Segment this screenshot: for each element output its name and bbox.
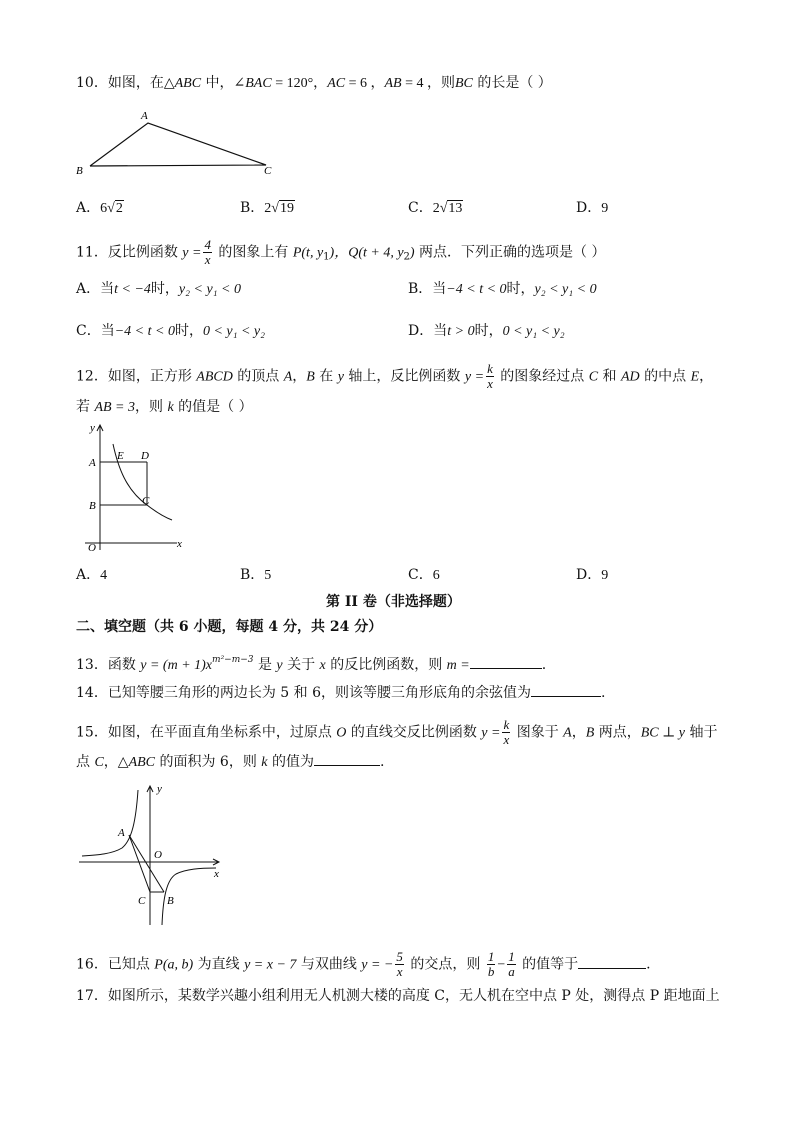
q12-text: 12．如图，正方形	[76, 368, 197, 385]
option-radicand: 2	[115, 201, 123, 216]
option-value: 9	[601, 201, 609, 216]
q10-option-d[interactable]	[576, 199, 608, 218]
q11-option-b[interactable]	[408, 280, 597, 299]
q11-stem	[76, 238, 606, 267]
option-label: C．	[408, 200, 433, 216]
vertex-c-label: C	[264, 165, 272, 177]
q11-function: y =	[182, 245, 202, 261]
q16-text: 为直线	[193, 956, 245, 973]
section-heading: 二、填空题（共 6 小题，每题 4 分，共 24 分）	[76, 619, 383, 635]
q15-triangle: ABC	[128, 755, 156, 770]
option-value: 5	[264, 568, 272, 583]
q15-text: ，△	[103, 754, 129, 770]
q16-fraction-1-over-b	[487, 950, 496, 979]
option-label: A．	[76, 200, 101, 216]
q15-text: 的直线交反比例函数	[346, 724, 482, 741]
q12-condition: AB = 3	[94, 400, 136, 415]
point-b-label: B	[89, 500, 96, 512]
point-d-label: D	[141, 450, 149, 462]
q15-text: 的面积为 6，则	[155, 754, 262, 770]
q10-option-b[interactable]: B．2√19	[240, 200, 294, 216]
q12-segment-ad: AD	[621, 369, 640, 385]
fraction-numerator: 1	[487, 949, 495, 964]
q11-option-d[interactable]	[408, 322, 565, 341]
q10-option-a[interactable]: A．6√2	[76, 200, 123, 216]
q12-stem-line2	[76, 398, 253, 417]
fraction-numerator: k	[503, 717, 510, 732]
option-coef: 6	[100, 201, 108, 216]
point-e-label: E	[117, 450, 124, 462]
q16-answer-blank[interactable]	[578, 968, 646, 969]
q13-y: y	[276, 658, 283, 673]
q15-text: ，	[571, 724, 586, 741]
q16-text: 与双曲线	[296, 956, 362, 973]
q11-point-p-end: )，	[329, 245, 349, 261]
q12-fraction	[486, 362, 494, 391]
q13-answer-blank[interactable]	[470, 668, 542, 669]
q12-text: 的图象经过点	[495, 368, 589, 385]
option-value: 4	[100, 568, 108, 583]
fraction-denominator: x	[487, 376, 493, 391]
q10-option-c[interactable]: C．2√13	[408, 200, 463, 216]
q15-k: k	[261, 755, 268, 770]
q12-point-e: E	[690, 369, 700, 385]
option-label: A．当	[76, 281, 115, 297]
q15-graph-figure	[76, 780, 236, 930]
q12-point-c: C	[588, 369, 599, 385]
q11-text: 的图象上有	[213, 244, 293, 261]
q12-square: ABCD	[196, 369, 233, 385]
q12-option-c[interactable]	[408, 566, 440, 585]
option-coef: 2	[264, 201, 272, 216]
option-result: y₂ < y₁ < 0	[534, 282, 597, 297]
q14-text: 14．已知等腰三角形的两边长为 5 和 6，则该等腰三角形底角的余弦值为	[76, 685, 531, 701]
q15-perpendicular: BC ⊥ y	[640, 725, 686, 741]
q10-ab: AB	[384, 76, 402, 91]
q15-text: 两点，	[594, 724, 641, 741]
option-label: C．当	[76, 323, 115, 339]
q12-point-b: B	[306, 369, 315, 385]
q10-angle: BAC	[245, 76, 272, 91]
option-radicand: 19	[279, 201, 294, 216]
q11-option-a[interactable]	[76, 280, 241, 299]
q14-stem	[76, 684, 605, 702]
q12-y: y	[337, 369, 344, 385]
q16-text: 的交点，则	[405, 956, 485, 973]
fraction-numerator: 5	[396, 949, 403, 964]
fraction-denominator: x	[396, 964, 403, 979]
q14-period: .	[600, 685, 606, 701]
option-label: D．当	[408, 323, 448, 339]
q10-bc: BC	[455, 76, 473, 91]
option-label: D．	[576, 200, 602, 216]
q11-text: 11．反比例函数	[76, 244, 183, 261]
q16-text: 16．已知点	[76, 956, 155, 973]
q10-text: 10．如图，在△	[76, 75, 175, 91]
q11-option-c[interactable]	[76, 322, 265, 341]
q15-function: y =	[481, 725, 501, 741]
fraction-numerator: 4	[204, 237, 211, 252]
option-value: 9	[601, 568, 609, 583]
option-label: B．	[240, 567, 265, 583]
q12-text: 和	[598, 368, 621, 385]
option-label: B．	[240, 200, 265, 216]
point-a-label: A	[118, 827, 125, 839]
q10-stem	[76, 74, 552, 93]
point-a-label: A	[89, 457, 96, 469]
q10-angle-value: = 120°，	[271, 76, 328, 91]
q16-text: 的值等于	[517, 956, 579, 973]
x-axis-label: x	[214, 868, 219, 880]
q15-period: .	[379, 754, 385, 770]
option-label: B．当	[408, 281, 447, 297]
option-text: 时，	[506, 281, 535, 297]
q15-text: 的值为	[267, 754, 314, 770]
q16-hyperbola: y = −	[361, 957, 394, 973]
q11-point-p: P(t, y	[292, 245, 324, 261]
option-text: 时，	[150, 281, 179, 297]
q11-text: 两点．下列正确的选项是（ ）	[414, 244, 606, 261]
q11-point-q: Q(t + 4, y	[348, 245, 404, 261]
option-label: C．	[408, 567, 433, 583]
q10-ab-value: = 4 ，则	[401, 76, 455, 91]
q15-point-b: B	[585, 725, 595, 741]
fraction-denominator: b	[487, 964, 495, 979]
q11-fraction	[203, 238, 212, 267]
q16-minus: −	[497, 957, 506, 973]
q15-point-a: A	[563, 725, 572, 741]
q10-triangle: ABC	[174, 76, 202, 91]
q16-line-equation: y = x − 7	[244, 957, 297, 973]
q12-text: 轴上，反比例函数	[343, 368, 465, 385]
q12-graph-figure	[80, 422, 190, 562]
q15-text: 点	[76, 754, 95, 770]
q13-x: x	[319, 658, 326, 673]
option-label: A．	[76, 567, 101, 583]
option-condition: t < −4	[114, 282, 151, 297]
point-c-label: C	[138, 895, 146, 907]
q15-point-c: C	[94, 755, 104, 770]
option-result: 0 < y₁ < y₂	[202, 324, 266, 339]
q17-stem: 17．如图所示，某数学兴趣小组利用无人机测大楼的高度 C，无人机在空中点 P 处，测得点 P 距地面上	[76, 988, 720, 1004]
q10-ac: AC	[327, 76, 346, 91]
q16-fraction	[395, 950, 404, 979]
q15-answer-blank[interactable]	[314, 765, 380, 766]
q16-stem	[76, 950, 651, 979]
vertex-a-label: A	[141, 110, 148, 122]
option-result: 0 < y₁ < y₂	[502, 324, 565, 339]
point-b-label: B	[167, 895, 174, 907]
q13-m: m =	[446, 658, 470, 673]
vertex-b-label: B	[76, 165, 83, 177]
option-coef: 2	[432, 201, 440, 216]
q15-stem-line2	[76, 753, 384, 772]
q14-answer-blank[interactable]	[531, 696, 601, 697]
subscript: 2	[403, 251, 410, 263]
fraction-numerator: 1	[508, 949, 515, 964]
option-condition: t > 0	[447, 324, 475, 339]
q12-option-d[interactable]	[576, 566, 608, 585]
q13-text: 是	[253, 657, 277, 673]
option-text: 时，	[174, 323, 203, 339]
fraction-denominator: x	[503, 732, 510, 747]
origin-label: O	[154, 849, 162, 861]
q16-fraction-1-over-a	[507, 950, 516, 979]
origin-label: O	[88, 542, 96, 554]
q15-text: 15．如图，在平面直角坐标系中，过原点	[76, 724, 337, 741]
q12-text: 若	[76, 399, 95, 415]
option-condition: −4 < t < 0	[446, 282, 507, 297]
option-label: D．	[576, 567, 602, 583]
q10-text: 中，∠	[201, 75, 246, 91]
q13-text: 13．函数	[76, 657, 141, 673]
y-axis-label: y	[90, 422, 95, 434]
point-c-label: C	[142, 495, 150, 507]
q13-text: 关于	[282, 657, 320, 673]
hyperbola-left-branch	[82, 790, 138, 856]
q13-period: .	[541, 657, 547, 673]
q12-text: 在	[314, 368, 338, 385]
fraction-denominator: x	[204, 252, 211, 267]
option-radicand: 13	[448, 201, 463, 216]
q12-text: 的中点	[639, 368, 691, 385]
q10-triangle-figure	[74, 108, 274, 178]
q16-point-p: P(a, b)	[154, 957, 194, 973]
q12-point-a: A	[283, 369, 293, 385]
q15-stem-line1	[76, 718, 717, 747]
fraction-denominator: a	[508, 964, 515, 979]
q15-text: 轴于	[685, 724, 718, 741]
subscript: 1	[323, 251, 330, 263]
option-result: y₂ < y₁ < 0	[178, 282, 241, 297]
volume-heading: 第 II 卷（非选择题）	[326, 594, 461, 610]
q13-expression: y = (m + 1)x	[140, 658, 213, 673]
q12-text: ，	[699, 368, 714, 385]
fraction-numerator: k	[487, 361, 493, 376]
q10-text: 的长是（ ）	[472, 75, 552, 91]
q12-option-a[interactable]	[76, 566, 107, 585]
q12-text: ，则	[135, 399, 168, 415]
triangle-outline	[90, 123, 266, 166]
q15-text: 图象于	[512, 724, 564, 741]
option-text: 时，	[474, 323, 503, 339]
q13-text: 的反比例函数，则	[325, 657, 447, 673]
q12-text: 的顶点	[232, 368, 284, 385]
q16-period: .	[646, 956, 651, 973]
q13-exponent: m²−m−3	[212, 655, 254, 665]
q15-origin: O	[336, 725, 347, 741]
q12-option-b[interactable]	[240, 566, 271, 585]
option-condition: −4 < t < 0	[114, 324, 175, 339]
x-axis-label: x	[177, 538, 182, 550]
q13-stem	[76, 651, 546, 675]
q12-stem-line1	[76, 362, 713, 391]
q12-function: y =	[464, 369, 485, 385]
q12-k: k	[167, 400, 174, 415]
q12-text: ，	[292, 368, 307, 385]
q11-point-q-end: )	[409, 245, 415, 261]
q12-text: 的值是（ ）	[173, 399, 253, 415]
y-axis-label: y	[157, 783, 162, 795]
q10-ac-value: = 6 ，	[345, 76, 385, 91]
option-value: 6	[432, 568, 440, 583]
q15-fraction	[502, 718, 510, 747]
